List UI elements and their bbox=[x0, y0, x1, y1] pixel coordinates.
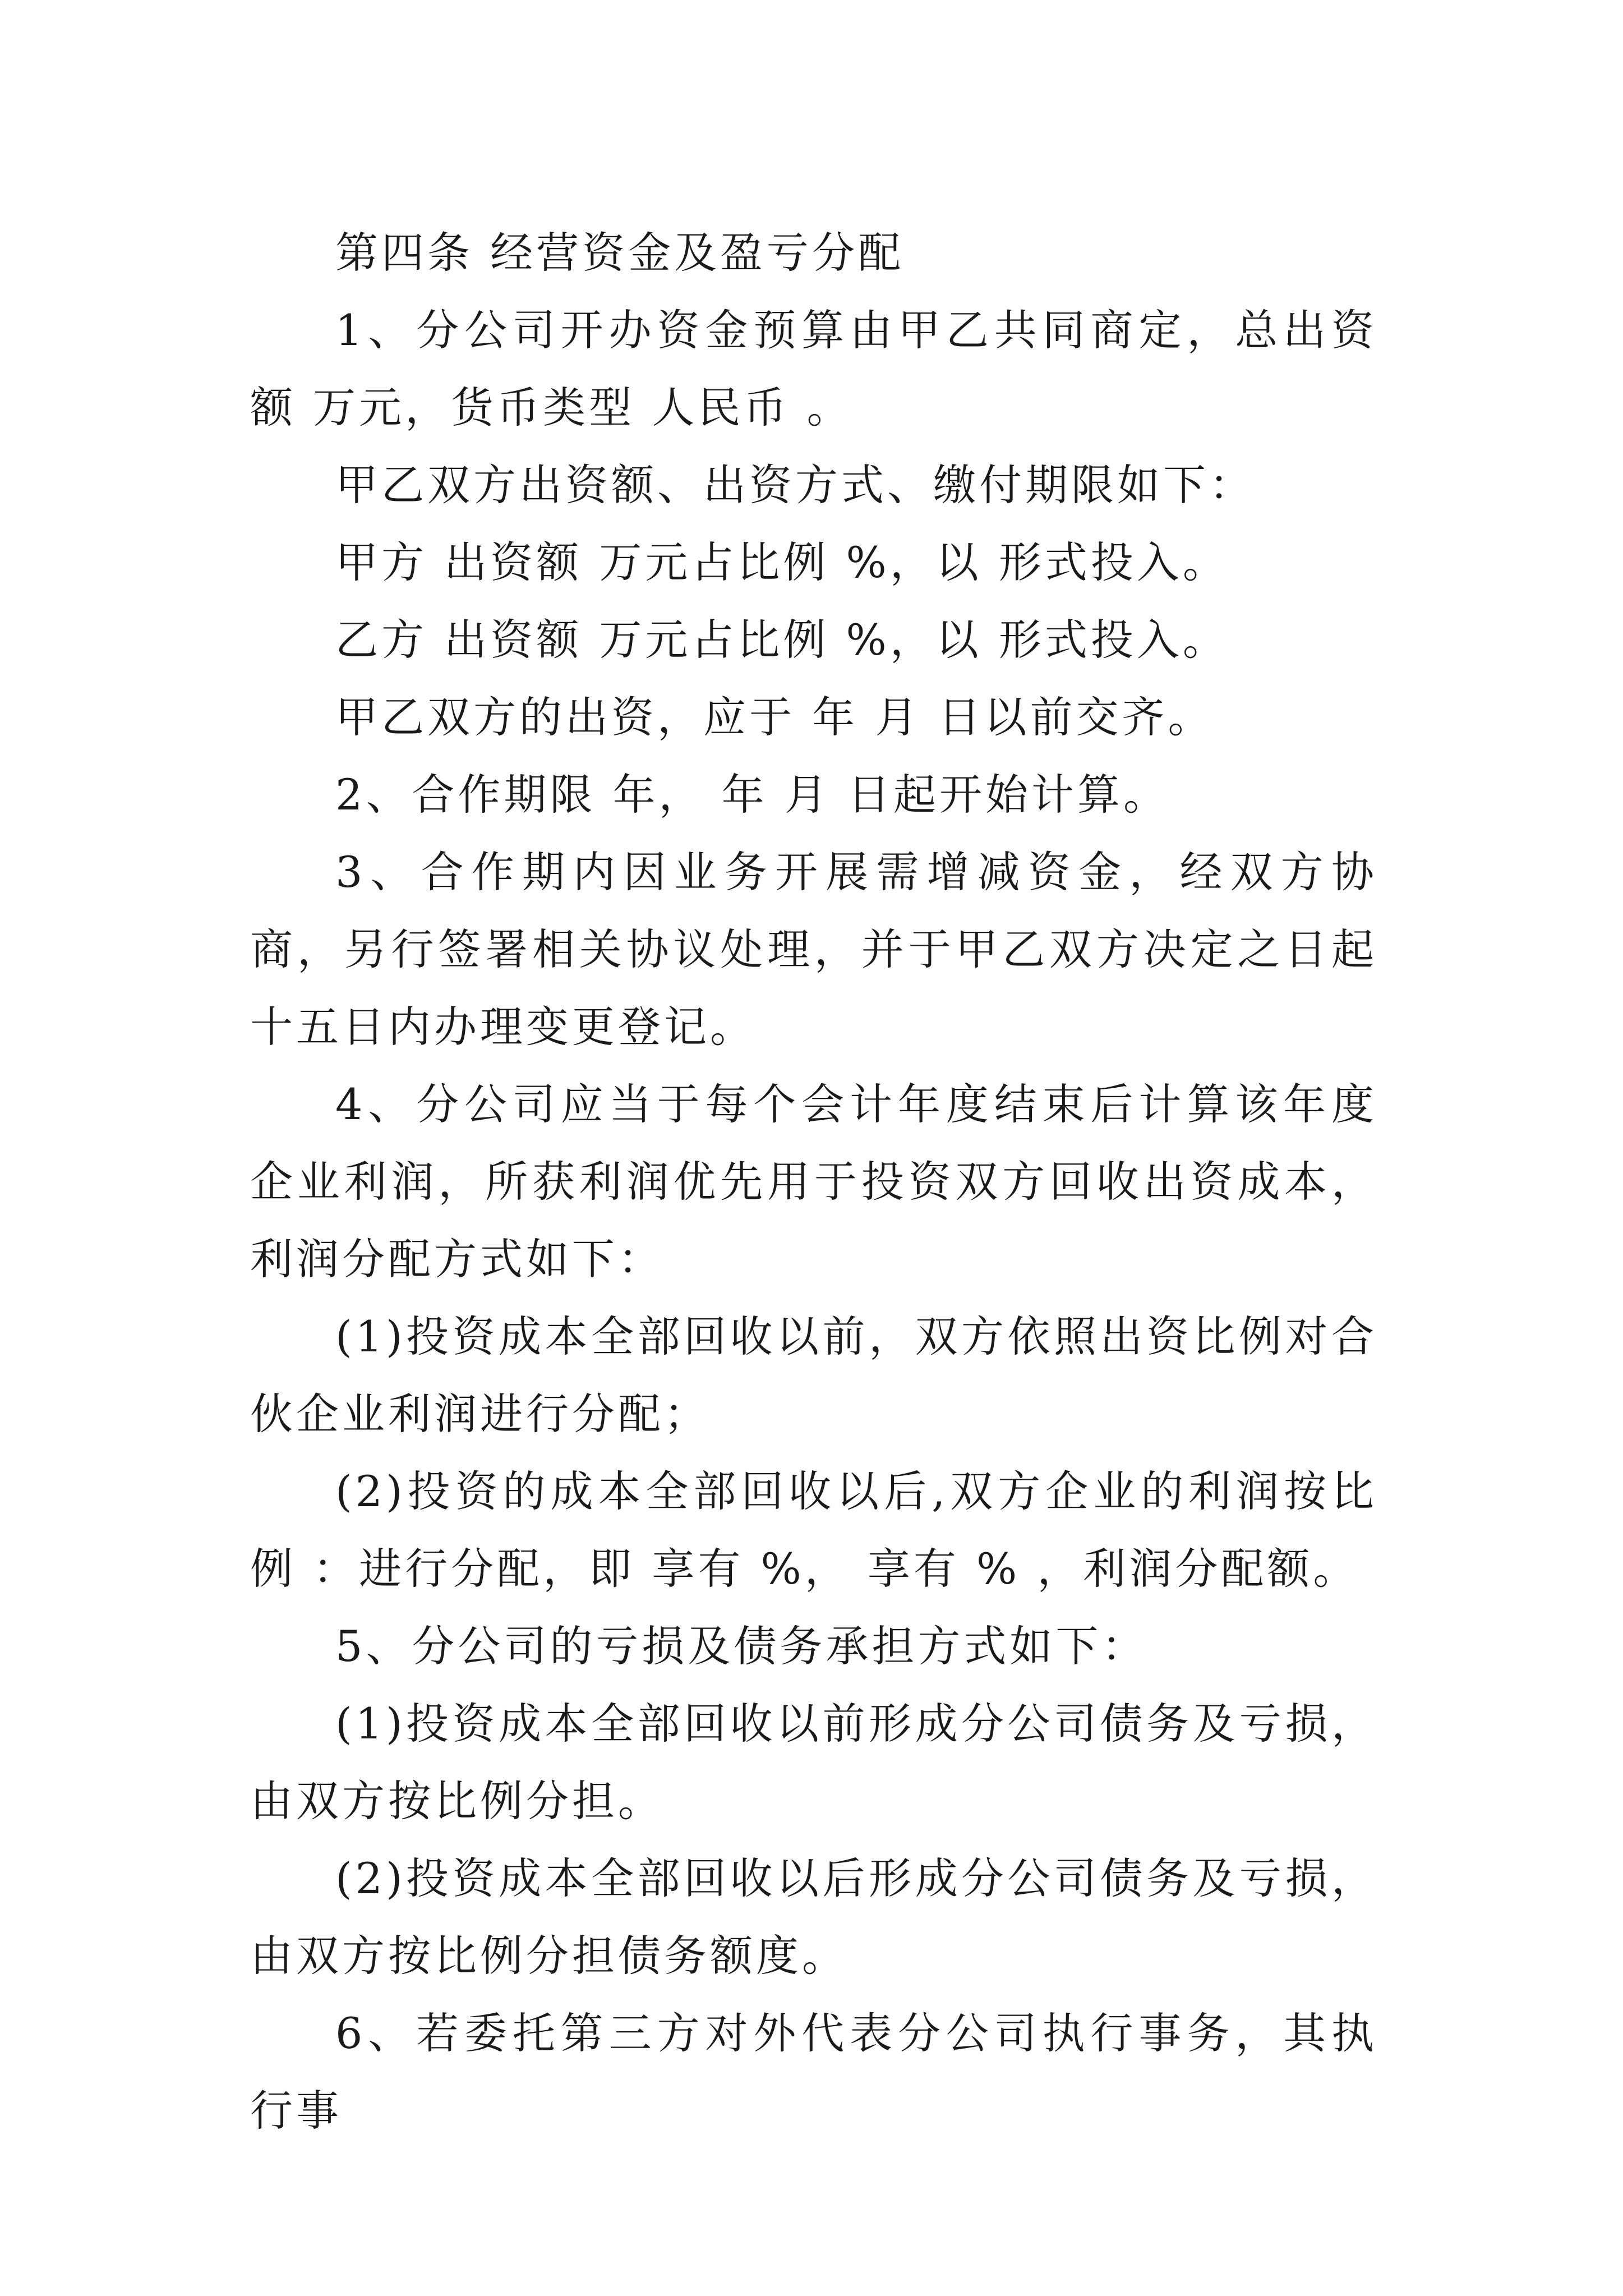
paragraph: 2、合作期限 年， 年 月 日起开始计算。 bbox=[335, 770, 1169, 820]
paragraph: 5、分公司的亏损及债务承担方式如下： bbox=[335, 1621, 1148, 1671]
paragraph: (2)投资的成本全部回收以后,双方企业的利润按比例 ：进行分配，即 享有 %， 享有 % ，利润分配额。 bbox=[250, 1466, 1377, 1594]
document-body bbox=[250, 214, 1377, 2150]
paragraph: 甲乙双方的出资，应于 年 月 日以前交齐。 bbox=[335, 692, 1214, 742]
paragraph: (1)投资成本全部回收以前，双方依照出资比例对合伙企业利润进行分配； bbox=[250, 1312, 1377, 1439]
paragraph: (1)投资成本全部回收以前形成分公司债务及亏损，由双方按比例分担。 bbox=[250, 1699, 1377, 1826]
paragraph: 乙方 出资额 万元占比例 %，以 形式投入。 bbox=[335, 615, 1229, 665]
paragraph: 3、合作期内因业务开展需增减资金，经双方协商，另行签署相关协议处理，并于甲乙双方决定之日起十五日内办理变更登记。 bbox=[250, 847, 1377, 1052]
article-heading: 第四条 经营资金及盈亏分配 bbox=[335, 228, 905, 278]
paragraph: 4、分公司应当于每个会计年度结束后计算该年度企业利润，所获利润优先用于投资双方回收出资成本，利润分配方式如下： bbox=[250, 1079, 1377, 1284]
paragraph: 甲方 出资额 万元占比例 %，以 形式投入。 bbox=[335, 537, 1229, 587]
paragraph: 1、分公司开办资金预算由甲乙共同商定，总出资额 万元，货币类型 人民币 。 bbox=[250, 305, 1377, 432]
paragraph: 6、若委托第三方对外代表分公司执行事务，其执行事 bbox=[250, 2008, 1377, 2136]
paragraph: 甲乙双方出资额、出资方式、缴付期限如下： bbox=[335, 460, 1255, 510]
paragraph: (2)投资成本全部回收以后形成分公司债务及亏损，由双方按比例分担债务额度。 bbox=[250, 1853, 1377, 1981]
